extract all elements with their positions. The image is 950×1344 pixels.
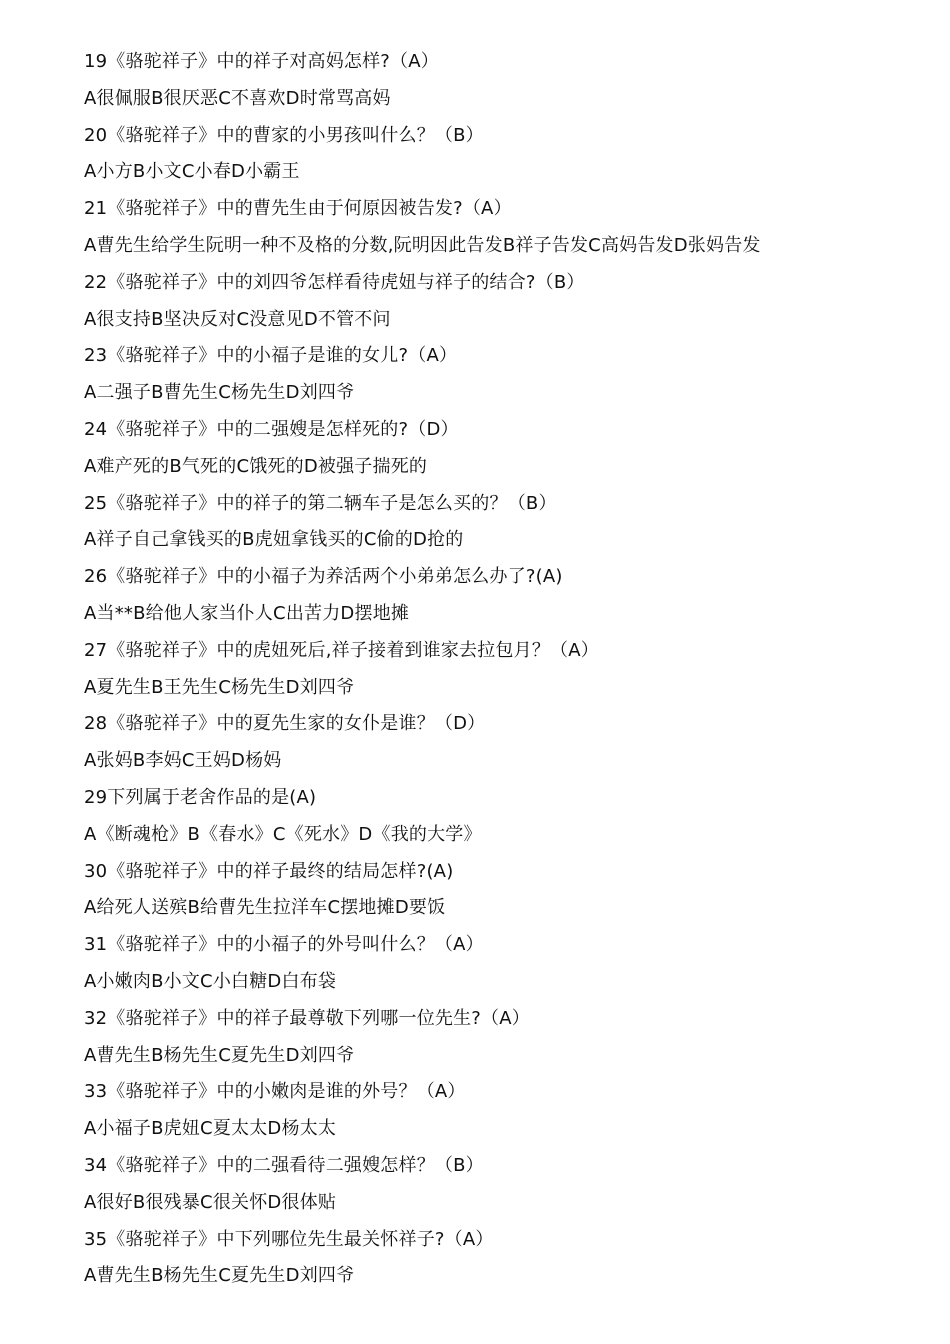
question-text: 29下列属于老舍作品的是(A)	[84, 786, 317, 808]
question-text: 21《骆驼祥子》中的曹先生由于何原因被告发?（A）	[84, 198, 512, 220]
answer-options: A曹先生B杨先生C夏先生D刘四爷	[84, 1265, 355, 1287]
question-item-19	[84, 44, 934, 118]
question-item-20	[84, 118, 934, 192]
question-text: 35《骆驼祥子》中下列哪位先生最关怀祥子?（A）	[84, 1228, 494, 1250]
question-text: 31《骆驼祥子》中的小福子的外号叫什么？（A）	[84, 934, 484, 956]
question-list	[84, 44, 934, 1295]
question-item-29	[84, 780, 934, 854]
question-text: 32《骆驼祥子》中的祥子最尊敬下列哪一位先生?（A）	[84, 1007, 530, 1029]
question-item-28	[84, 706, 934, 780]
question-item-27	[84, 633, 934, 707]
answer-options: A难产死的B气死的C饿死的D被强子揣死的	[84, 455, 428, 477]
question-text: 20《骆驼祥子》中的曹家的小男孩叫什么？（B）	[84, 124, 484, 146]
question-item-24	[84, 412, 934, 486]
question-text: 30《骆驼祥子》中的祥子最终的结局怎样?(A)	[84, 860, 454, 882]
question-text: 25《骆驼祥子》中的祥子的第二辆车子是怎么买的？（B）	[84, 492, 557, 514]
question-item-30	[84, 854, 934, 928]
question-item-21	[84, 191, 934, 265]
question-item-33	[84, 1074, 934, 1148]
answer-options: A曹先生B杨先生C夏先生D刘四爷	[84, 1044, 355, 1066]
question-item-26	[84, 559, 934, 633]
answer-options: A小嫩肉B小文C小白糖D白布袋	[84, 970, 337, 992]
answer-options: A当**B给他人家当仆人C出苦力D摆地摊	[84, 602, 410, 624]
question-item-23	[84, 338, 934, 412]
question-item-35	[84, 1222, 934, 1296]
answer-options: A小福子B虎妞C夏太太D杨太太	[84, 1118, 337, 1140]
answer-options: A很支持B坚决反对C没意见D不管不问	[84, 308, 391, 330]
question-text: 28《骆驼祥子》中的夏先生家的女仆是谁？（D）	[84, 713, 486, 735]
question-text: 34《骆驼祥子》中的二强看待二强嫂怎样？（B）	[84, 1154, 484, 1176]
answer-options: A二强子B曹先生C杨先生D刘四爷	[84, 382, 355, 404]
question-text: 24《骆驼祥子》中的二强嫂是怎样死的?（D）	[84, 418, 459, 440]
question-text: 19《骆驼祥子》中的祥子对高妈怎样?（A）	[84, 51, 439, 72]
answer-options: A夏先生B王先生C杨先生D刘四爷	[84, 676, 355, 698]
answer-options: A很好B很残暴C很关怀D很体贴	[84, 1191, 337, 1213]
answer-options: A很佩服B很厌恶C不喜欢D时常骂高妈	[84, 87, 391, 109]
question-text: 26《骆驼祥子》中的小福子为养活两个小弟弟怎么办了?(A)	[84, 566, 563, 588]
question-text: 22《骆驼祥子》中的刘四爷怎样看待虎妞与祥子的结合?（B）	[84, 271, 585, 293]
question-item-32	[84, 1001, 934, 1075]
question-text: 33《骆驼祥子》中的小嫩肉是谁的外号？（A）	[84, 1081, 466, 1103]
answer-options: A小方B小文C小春D小霸王	[84, 161, 300, 183]
answer-options: A曹先生给学生阮明一种不及格的分数,阮明因此告发B祥子告发C高妈告发D张妈告发	[84, 234, 761, 256]
answer-options: A给死人送殡B给曹先生拉洋车C摆地摊D要饭	[84, 897, 446, 919]
question-item-31	[84, 927, 934, 1001]
question-item-25	[84, 486, 934, 560]
answer-options: A张妈B李妈C王妈D杨妈	[84, 750, 282, 772]
answer-options: A《断魂枪》B《春水》C《死水》D《我的大学》	[84, 823, 482, 845]
question-text: 23《骆驼祥子》中的小福子是谁的女儿?（A）	[84, 345, 458, 367]
answer-options: A祥子自己拿钱买的B虎妞拿钱买的C偷的D抢的	[84, 529, 464, 551]
question-item-34	[84, 1148, 934, 1222]
question-text: 27《骆驼祥子》中的虎妞死后,祥子接着到谁家去拉包月？（A）	[84, 639, 599, 661]
question-item-22	[84, 265, 934, 339]
